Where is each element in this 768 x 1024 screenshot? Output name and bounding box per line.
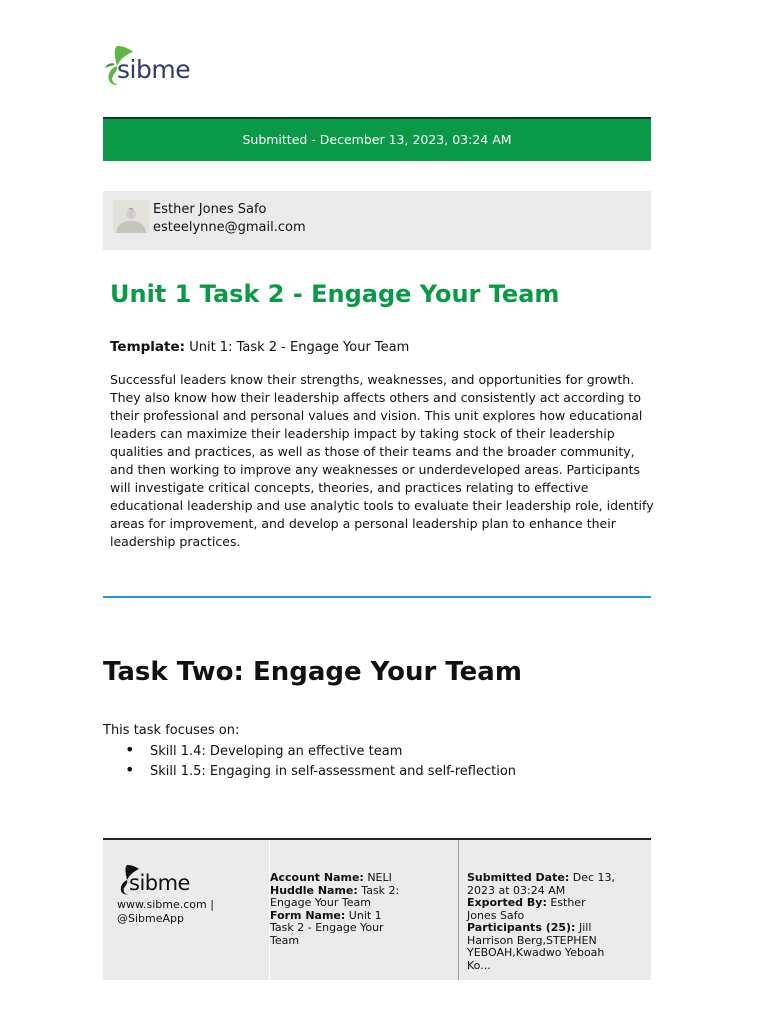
account-meta [270,872,402,947]
section-divider [103,596,651,598]
form-name-label: Form Name: [270,908,346,922]
user-name: Esther Jones Safo [153,202,267,217]
task-heading: Task Two: Engage Your Team [103,657,522,687]
account-label: Account Name: [270,871,364,884]
submitted-date-label: Submitted Date: [467,871,570,884]
account-value: NELI [367,871,392,884]
footer-sibme-logo [117,864,197,900]
skill-list [103,742,516,782]
exported-by-label: Exported By: [467,896,547,909]
footer-brand-column [103,840,269,980]
form-title: Unit 1 Task 2 - Engage Your Team [110,280,560,308]
submitted-date-value: Dec 13, 2023 at 03:24 AM [467,871,615,897]
template-line [110,338,409,357]
submission-meta [467,872,617,972]
focus-intro: This task focuses on: [103,723,240,738]
footer-submission-column [458,840,651,980]
logo-wordmark: sibme [117,55,191,84]
huddle-value: Task 2: Engage Your Team [270,883,400,909]
template-label: Template: [110,339,186,355]
sibme-logo [103,44,203,90]
submitted-text: Submitted - December 13, 2023, 03:24 AM [242,132,512,147]
participants-value: Jill Harrison Berg,STEPHEN YEBOAH,Kwadwo Yeboah Ko... [467,921,605,972]
user-email[interactable]: esteelynne@gmail.com [153,220,306,235]
footer-links[interactable]: www.sibme.com | @SibmeApp [117,898,214,925]
export-footer [103,838,651,980]
footer-account-column [269,840,458,980]
exported-by-value: Esther Jones Safo [467,896,586,922]
template-value: Unit 1: Task 2 - Engage Your Team [189,340,410,355]
default-avatar-icon [113,200,149,233]
user-card [103,191,651,250]
huddle-label: Huddle Name: [270,883,358,897]
list-item: • Skill 1.5: Engaging in self-assessment and self-reflection [103,762,516,782]
participants-label: Participants (25): [467,921,576,934]
footer-logo-wordmark: sibme [129,871,190,895]
submitted-banner [103,117,651,161]
list-item: • Skill 1.4: Developing an effective team [103,742,516,762]
form-name-value: Unit 1 Task 2 - Engage Your Team [270,908,384,947]
unit-description: Successful leaders know their strengths, weaknesses, and opportunities for growth. They also know how their leadership affects others and consistently act according to their professional and personal values and vision. This unit explores how educational leaders can maximize their leadership impact by taking stock of their leadership qualities and practices, as well as those of their teams and the broader community, and then working to improve any weaknesses or underdeveloped areas. Participants will investigate critical concepts, theories, and practices relating to effective educational leadership and use analytic tools to evaluate their leadership role, identify areas for improvement, and develop a personal leadership plan to enhance their leadership practices. [110,372,654,549]
